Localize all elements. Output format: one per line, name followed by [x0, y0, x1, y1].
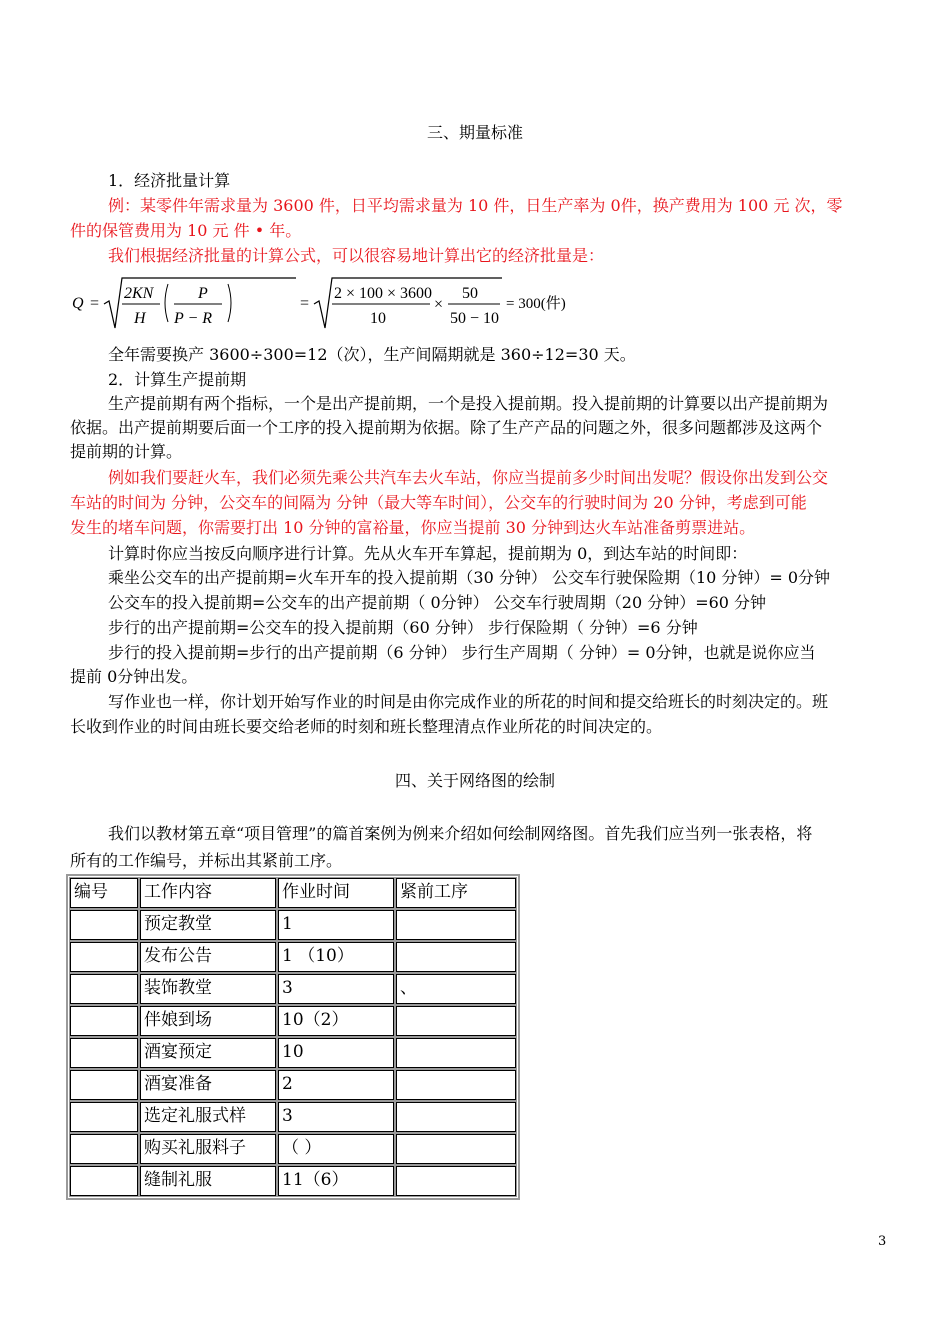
table-row: [70, 1166, 516, 1196]
formula-den: 10: [370, 310, 386, 327]
formula-pr: P − R: [174, 310, 213, 327]
body-line-4: 依据。出产提前期要后面一个工序的投入提前期为依据。除了生产产品的问题之外，很多问题都涉及这两个: [70, 418, 823, 437]
body-line-5: 提前期的计算。: [70, 442, 183, 461]
cell-id: [70, 1102, 138, 1132]
formula-lhs: Q: [72, 295, 84, 312]
calc-line-5: 步行的投入提前期=步行的出产提前期（6 分钟） 步行生产周期（ 分钟）= 0分钟，也就是说你应当: [108, 643, 816, 662]
table-row: [70, 1134, 516, 1164]
cell-predecessor: [396, 1134, 516, 1164]
cell-task: 选定礼服式样: [140, 1102, 276, 1132]
cell-predecessor: [396, 1102, 516, 1132]
cell-id: [70, 974, 138, 1004]
header-predecessor: 紧前工序: [396, 878, 516, 908]
activity-table: [66, 874, 520, 1200]
formula-h: H: [134, 310, 146, 327]
formula-p: P: [198, 285, 208, 302]
cell-predecessor: [396, 910, 516, 940]
cell-id: [70, 1134, 138, 1164]
formula-den2: 50 − 10: [450, 310, 500, 327]
body-line-1: 全年需要换产 3600÷300=12（次），生产间隔期就是 360÷12=30 天。: [108, 345, 636, 364]
cell-predecessor: [396, 1166, 516, 1196]
cell-id: [70, 942, 138, 972]
table-header-row: [70, 878, 516, 908]
subheading-eoq: 1．经济批量计算: [108, 171, 231, 190]
cell-predecessor: [396, 1006, 516, 1036]
table-row: [70, 1102, 516, 1132]
cell-predecessor: [396, 1070, 516, 1100]
calc-line-4: 步行的出产提前期=公交车的投入提前期（60 分钟） 步行保险期（ 分钟）=6 分钟: [108, 618, 698, 637]
svg-text:=: =: [300, 295, 310, 312]
calc-line-7: 写作业也一样，你计划开始写作业的时间是由你完成作业的所花的时间和提交给班长的时刻决定的。班: [108, 692, 829, 711]
header-duration: 作业时间: [278, 878, 394, 908]
example2-line1: 例如我们要赶火车，我们必须先乘公共汽车去火车站，你应当提前多少时间出发呢？假设你出发到公交: [108, 468, 829, 487]
calc-line-1: 计算时你应当按反向顺序进行计算。先从火车开车算起，提前期为 0，到达车站的时间即：: [108, 544, 748, 563]
cell-duration: 10: [278, 1038, 394, 1068]
cell-duration: 1 （10）: [278, 942, 394, 972]
example1-line2: 件的保管费用为 10 元 件 • 年。: [70, 221, 302, 240]
cell-predecessor: [396, 1038, 516, 1068]
cell-id: [70, 1038, 138, 1068]
cell-id: [70, 910, 138, 940]
cell-predecessor: 、: [396, 974, 516, 1004]
network-line-1: 我们以教材第五章“项目管理”的篇首案例为例来介绍如何绘制网络图。首先我们应当列一张表格，将: [108, 824, 813, 843]
cell-id: [70, 1166, 138, 1196]
cell-task: 缝制礼服: [140, 1166, 276, 1196]
calc-line-3: 公交车的投入提前期=公交车的出产提前期（ 0分钟） 公交车行驶周期（20 分钟）=60 分钟: [108, 593, 767, 612]
header-id: 编号: [70, 878, 138, 908]
table-row: [70, 910, 516, 940]
cell-duration: 11（6）: [278, 1166, 394, 1196]
section-heading-4: 四、关于网络图的绘制: [394, 771, 555, 790]
cell-task: 预定教堂: [140, 910, 276, 940]
cell-task: 购买礼服料子: [140, 1134, 276, 1164]
cell-predecessor: [396, 942, 516, 972]
header-task: 工作内容: [140, 878, 276, 908]
cell-duration: （ ）: [278, 1134, 394, 1164]
table-row: [70, 974, 516, 1004]
cell-id: [70, 1070, 138, 1100]
cell-task: 酒宴预定: [140, 1038, 276, 1068]
cell-duration: 2: [278, 1070, 394, 1100]
body-line-3: 生产提前期有两个指标，一个是出产提前期，一个是投入提前期。投入提前期的计算要以出产提前期为: [108, 394, 829, 413]
cell-duration: 10（2）: [278, 1006, 394, 1036]
svg-text:×: ×: [434, 296, 444, 313]
svg-text:=: =: [90, 295, 100, 312]
example1-line1: 例：某零件年需求量为 3600 件，日平均需求量为 10 件，日生产率为 0件，换产费用为 100 元 次，零: [108, 196, 843, 215]
formula-num2: 50: [462, 285, 478, 302]
cell-duration: 3: [278, 1102, 394, 1132]
example2-line3: 发生的堵车问题，你需要打出 10 分钟的富裕量，你应当提前 30 分钟到达火车站准备剪票进站。: [70, 518, 756, 537]
subheading-lead-time: 2．计算生产提前期: [108, 370, 247, 389]
formula-k: 2KN: [124, 285, 154, 302]
page-number: 3: [878, 1234, 887, 1249]
calc-line-8: 长收到作业的时间由班长要交给老师的时刻和班长整理清点作业所花的时间决定的。: [70, 717, 663, 736]
formula-result: = 300(件): [506, 296, 566, 312]
cell-task: 伴娘到场: [140, 1006, 276, 1036]
calc-line-2: 乘坐公交车的出产提前期=火车开车的投入提前期（30 分钟） 公交车行驶保险期（10 分钟）= 0分钟: [108, 568, 831, 587]
network-line-2: 所有的工作编号，并标出其紧前工序。: [70, 851, 343, 870]
section-heading-3: 三、期量标准: [426, 123, 523, 142]
cell-id: [70, 1006, 138, 1036]
cell-duration: 1: [278, 910, 394, 940]
calc-line-6: 提前 0分钟出发。: [70, 667, 198, 686]
cell-task: 酒宴准备: [140, 1070, 276, 1100]
table-row: [70, 942, 516, 972]
formula-intro: 我们根据经济批量的计算公式，可以很容易地计算出它的经济批量是：: [108, 246, 605, 265]
table-row: [70, 1006, 516, 1036]
formula-num: 2 × 100 × 3600: [334, 285, 433, 302]
cell-task: 发布公告: [140, 942, 276, 972]
cell-task: 装饰教堂: [140, 974, 276, 1004]
eoq-formula: [70, 270, 566, 336]
example2-line2: 车站的时间为 分钟，公交车的间隔为 分钟（最大等车时间），公交车的行驶时间为 20 分钟，考虑到可能: [70, 493, 807, 512]
table-row: [70, 1038, 516, 1068]
table-row: [70, 1070, 516, 1100]
cell-duration: 3: [278, 974, 394, 1004]
